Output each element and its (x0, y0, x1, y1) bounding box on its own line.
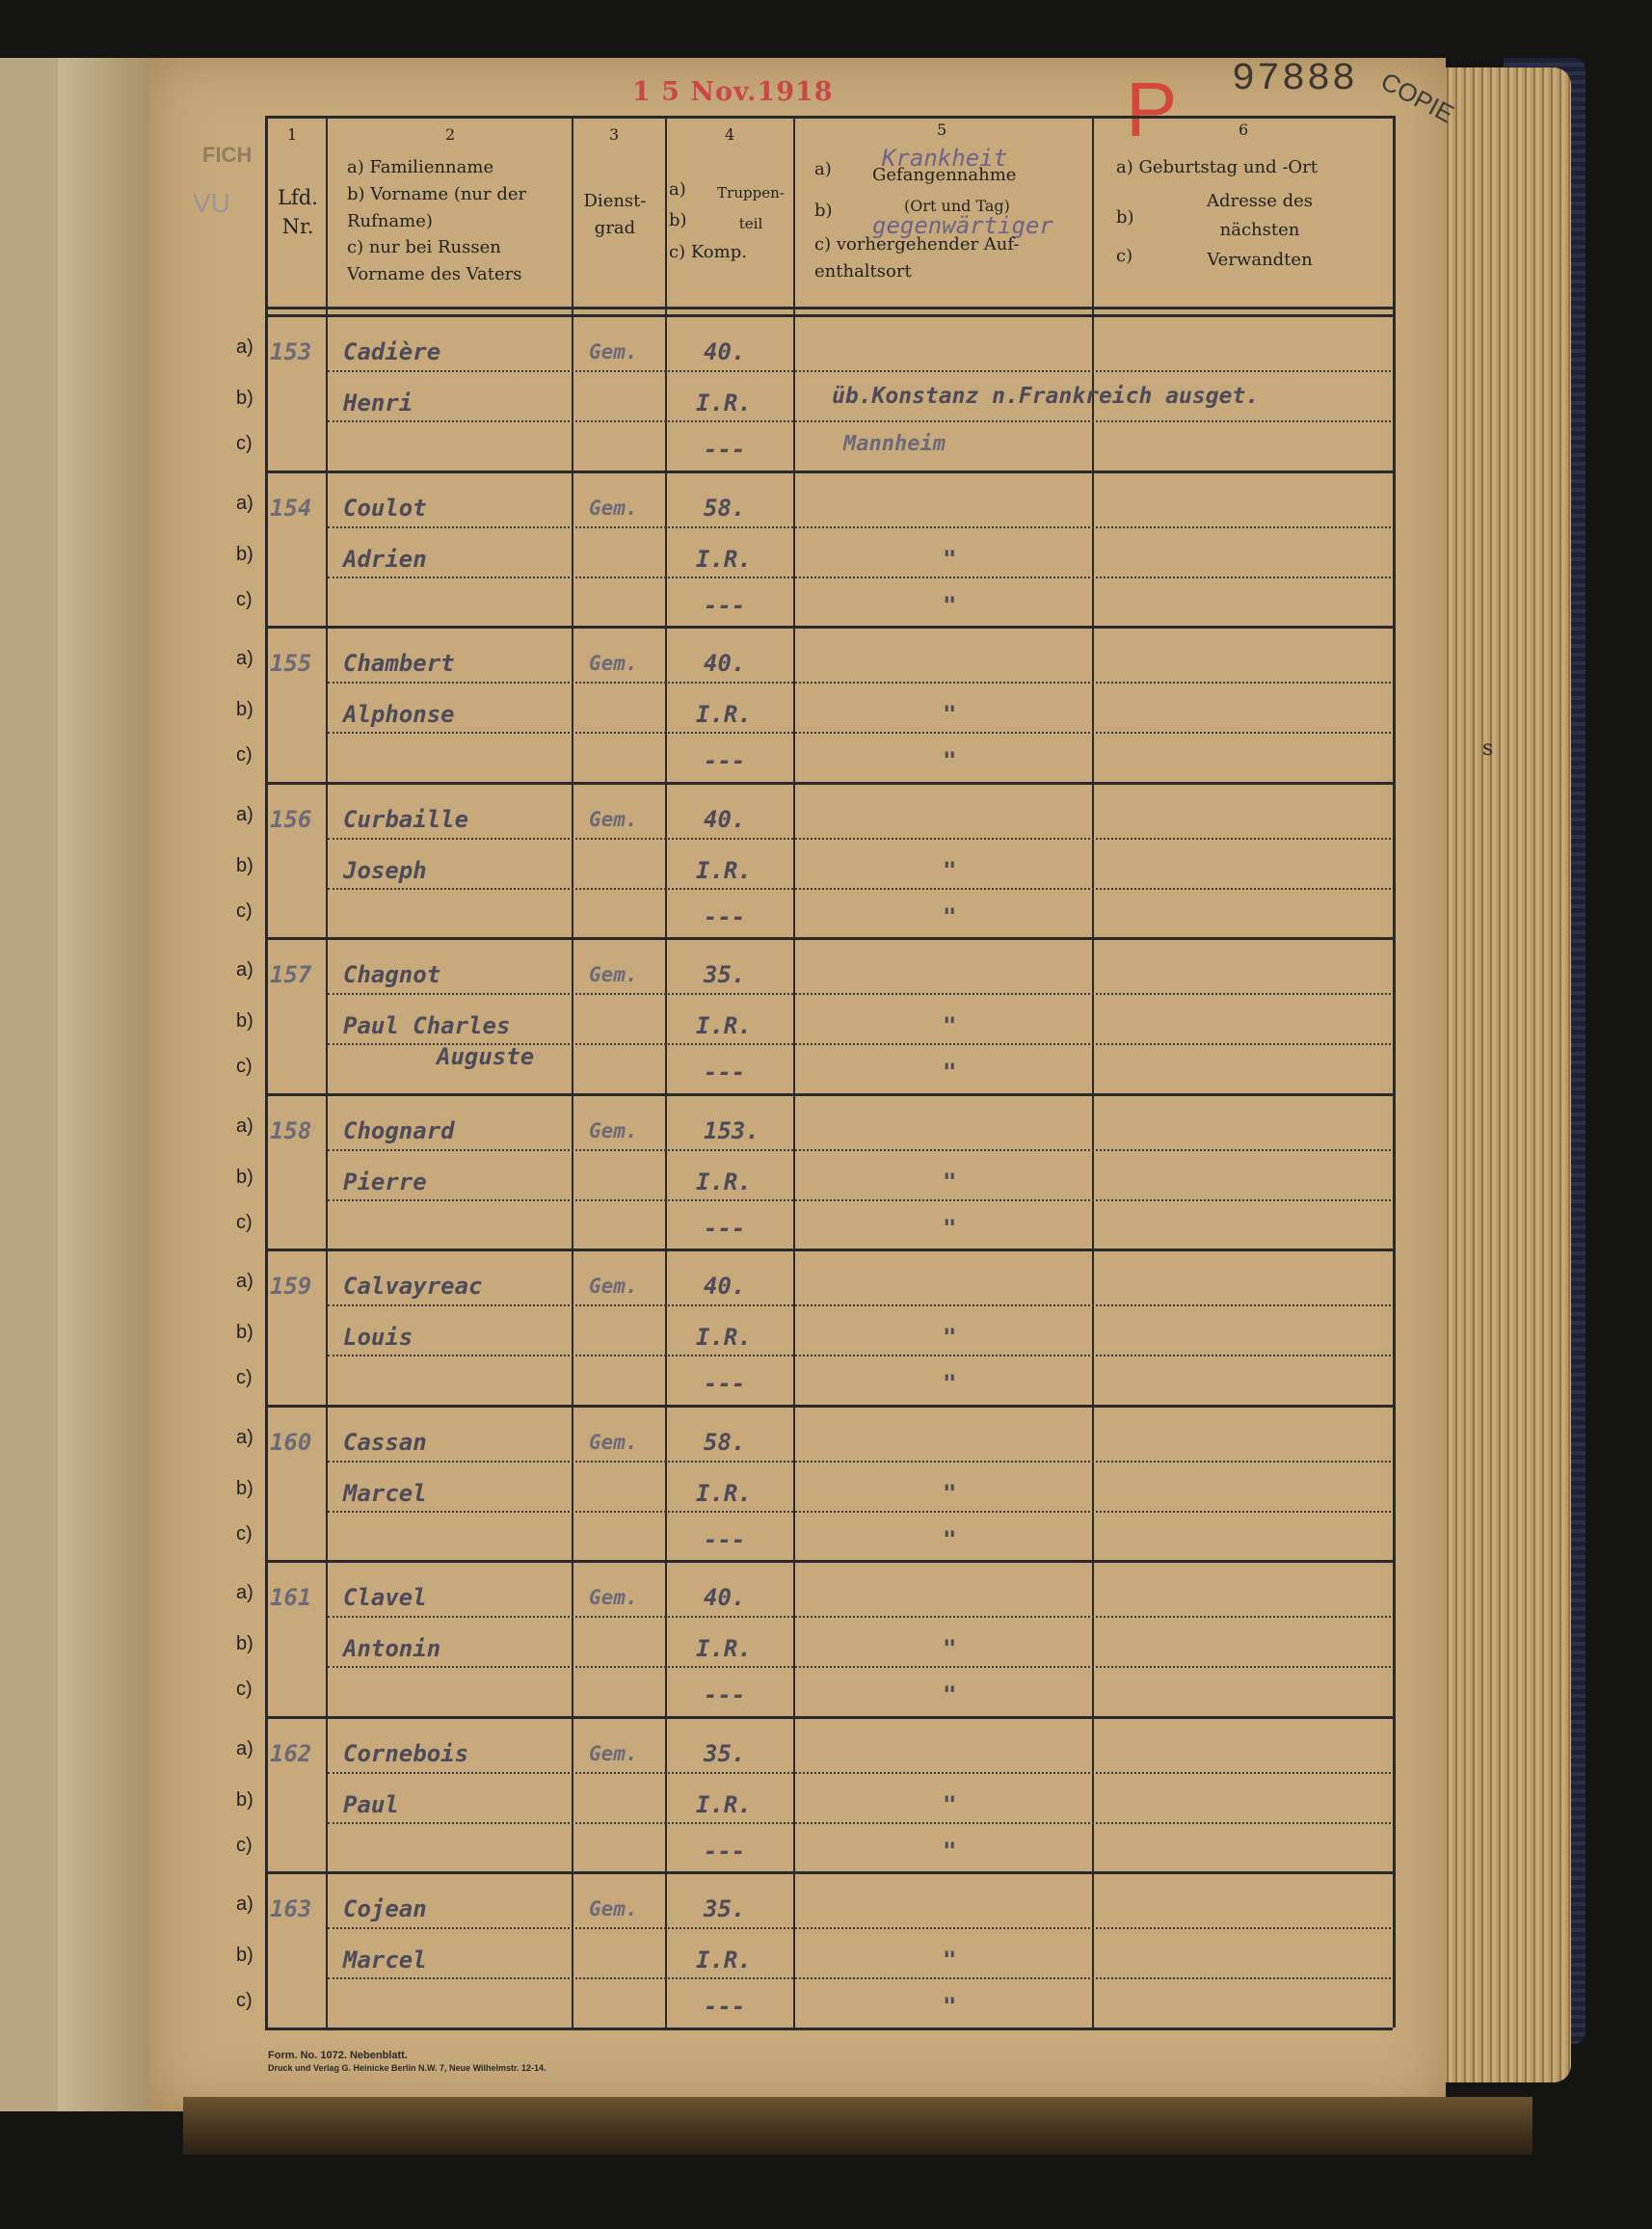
entry-separator (265, 1560, 1393, 1563)
surname: Chambert (343, 650, 455, 677)
subrow-line (328, 888, 1391, 890)
col5-header-c: c) vorhergehender Auf- enthaltsort (814, 234, 1020, 282)
unit-type: I.R. (696, 1168, 752, 1195)
col4-header-truppen: Truppen- teil (717, 184, 785, 232)
column-divider (326, 116, 328, 2028)
unit-type: I.R. (696, 856, 752, 884)
subrow-line (328, 420, 1391, 422)
unit-type: I.R. (696, 1479, 752, 1507)
col5-header-a: a) (814, 159, 832, 179)
firstname: Marcel (343, 1947, 427, 1974)
col6-header-c-text: Verwandten (1207, 250, 1313, 270)
col4-header-b: b) (669, 210, 687, 230)
subrow-line (328, 1149, 1391, 1151)
col5-ditto: " (943, 591, 957, 619)
row-label-a: a) (236, 1271, 253, 1292)
firstname: Paul (343, 1790, 399, 1818)
col5-handwritten-gegenwartiger: gegenwärtiger (872, 212, 1053, 239)
col5-ditto: " (943, 545, 957, 573)
row-label-c: c) (236, 1990, 253, 2011)
firstname: Louis (343, 1324, 413, 1351)
entry-number: 159 (270, 1273, 312, 1300)
col5-ditto: " (943, 1370, 957, 1397)
row-label-a: a) (236, 1582, 253, 1603)
row-label-a: a) (236, 959, 253, 980)
col2-header-c: c) nur bei Russen Vorname des Vaters (347, 237, 522, 284)
unit-type: I.R. (696, 1635, 752, 1662)
subrow-line (328, 1616, 1391, 1618)
col5-ditto: " (943, 1635, 957, 1662)
firstname: Paul Charles (343, 1012, 511, 1039)
column-divider (572, 116, 573, 2028)
col5-ditto: " (943, 1681, 957, 1708)
col6-header-b-text: Adresse des nächsten (1206, 191, 1314, 240)
subrow-line (328, 577, 1391, 578)
unit-regiment: 40. (704, 805, 746, 833)
unit-regiment: 35. (704, 1895, 746, 1922)
surname: Cojean (343, 1895, 427, 1922)
col5-ditto: " (943, 1479, 957, 1507)
company: --- (704, 902, 746, 930)
entry-number: 157 (270, 961, 312, 988)
company: --- (704, 1370, 746, 1397)
unit-regiment: 58. (704, 494, 746, 522)
col5-header-a-sub: (Ort und Tag) (904, 197, 1010, 215)
col6-number: 6 (1239, 121, 1249, 139)
row-label-b: b) (236, 1945, 253, 1966)
row-label-c: c) (236, 1367, 253, 1388)
unit-type: I.R. (696, 1790, 752, 1818)
col3-number: 3 (609, 125, 620, 144)
subrow-line (328, 682, 1391, 684)
entry-separator (265, 626, 1393, 629)
subrow-line (328, 1461, 1391, 1463)
unit-type: I.R. (696, 701, 752, 728)
rank: Gem. (589, 1430, 638, 1454)
row-label-c: c) (236, 588, 253, 610)
surname: Cornebois (343, 1739, 469, 1767)
company: --- (704, 1059, 746, 1086)
col5-ditto: " (943, 1214, 957, 1242)
col3-header: Dienst- grad (583, 191, 647, 238)
subrow-line (328, 526, 1391, 528)
company: --- (704, 1214, 746, 1242)
subrow-line (328, 838, 1391, 840)
unit-regiment: 35. (704, 961, 746, 988)
entry-separator (265, 1093, 1393, 1096)
page-stack-edge (1426, 67, 1571, 2082)
subrow-line (328, 370, 1391, 372)
body-top-border (265, 314, 1393, 317)
rank: Gem. (589, 807, 638, 831)
row-label-b: b) (236, 543, 253, 565)
table-bottom-border (265, 2028, 1393, 2030)
rank: Gem. (589, 1118, 638, 1142)
row-label-a: a) (236, 1114, 253, 1137)
firstname: Alphonse (343, 701, 455, 728)
col5-remark: üb.Konstanz n.Frankreich ausget. (832, 384, 1260, 409)
subrow-line (328, 1355, 1391, 1356)
col5-ditto: " (943, 1168, 957, 1195)
unit-regiment: 40. (704, 650, 746, 677)
company: --- (704, 1681, 746, 1708)
vu-stamp: VU (193, 188, 230, 218)
surname: Cassan (343, 1428, 427, 1456)
entry-number: 162 (270, 1739, 312, 1767)
col5-ditto: " (943, 701, 957, 728)
surname: Coulot (343, 494, 427, 522)
number-stamp: 97888 (1232, 58, 1358, 101)
row-label-b: b) (236, 1788, 253, 1811)
rank: Gem. (589, 496, 638, 520)
rank: Gem. (589, 1586, 638, 1609)
entry-separator (265, 1405, 1393, 1408)
firstname-continued: Auguste (437, 1043, 535, 1070)
company: --- (704, 1837, 746, 1865)
company: --- (704, 436, 746, 463)
firstname: Adrien (343, 545, 427, 573)
firstname: Antonin (343, 1635, 441, 1662)
row-label-b: b) (236, 854, 253, 876)
row-label-b: b) (236, 1010, 253, 1032)
printer-imprint: Druck und Verlag G. Heinicke Berlin N.W. 7, Neue Wilhelmstr. 12-14. (268, 2063, 546, 2073)
row-label-a: a) (236, 1893, 253, 1915)
row-label-a: a) (236, 492, 253, 514)
row-label-b: b) (236, 388, 253, 409)
entry-number: 158 (270, 1116, 312, 1144)
col4-header-a: a) (669, 179, 686, 200)
firstname: Henri (343, 389, 413, 416)
row-label-c: c) (236, 1834, 253, 1856)
entry-separator (265, 1871, 1393, 1874)
form-number: Form. No. 1072. Nebenblatt. (268, 2050, 408, 2061)
unit-regiment: 35. (704, 1739, 746, 1767)
row-label-c: c) (236, 900, 253, 922)
row-label-a: a) (236, 1426, 253, 1448)
entry-number: 154 (270, 494, 312, 522)
unit-regiment: 40. (704, 1584, 746, 1611)
unit-regiment: 58. (704, 1428, 746, 1456)
col5-place: Mannheim (843, 432, 946, 456)
entry-number: 160 (270, 1428, 312, 1456)
table-top-border (265, 116, 1393, 119)
row-label-a: a) (236, 336, 253, 358)
page-bottom-shadow (183, 2097, 1532, 2155)
subrow-line (328, 1666, 1391, 1668)
col6-header-c: c) (1116, 246, 1133, 266)
subrow-line (328, 1927, 1391, 1929)
entry-separator (265, 937, 1393, 940)
entry-number: 155 (270, 650, 312, 677)
col5-ditto: " (943, 1947, 957, 1974)
row-label-c: c) (236, 1211, 253, 1233)
col5-ditto: " (943, 1012, 957, 1039)
surname: Chognard (343, 1116, 455, 1144)
subrow-line (328, 1511, 1391, 1513)
row-label-b: b) (236, 1633, 253, 1654)
col2-header-b: b) Vorname (nur der Rufname) (347, 184, 527, 231)
column-divider (265, 116, 268, 2028)
rank: Gem. (589, 652, 638, 675)
col5-ditto: " (943, 1790, 957, 1818)
column-divider (665, 116, 667, 2028)
entry-separator (265, 1716, 1393, 1719)
col5-ditto: " (943, 1324, 957, 1351)
col5-ditto: " (943, 1993, 957, 2020)
p-stamp: P (1126, 67, 1178, 152)
surname: Calvayreac (343, 1273, 483, 1300)
col2-header-a: a) Familienname (347, 157, 494, 177)
subrow-line (328, 1199, 1391, 1201)
row-label-b: b) (236, 1166, 253, 1188)
surname: Curbaille (343, 805, 469, 833)
col5-ditto: " (943, 1837, 957, 1865)
unit-type: I.R. (696, 1012, 752, 1039)
col5-ditto: " (943, 856, 957, 884)
row-label-a: a) (236, 803, 253, 825)
entry-number: 153 (270, 338, 312, 365)
col5-ditto: " (943, 902, 957, 930)
copie-stamp: COPIE (1375, 66, 1459, 129)
firstname: Joseph (343, 856, 427, 884)
firstname: Marcel (343, 1479, 427, 1507)
col2-number: 2 (445, 125, 456, 144)
rank: Gem. (589, 1275, 638, 1298)
fiche-stamp: FICH (202, 143, 253, 167)
row-label-c: c) (236, 1678, 253, 1700)
row-label-c: c) (236, 1056, 253, 1077)
surname: Chagnot (343, 961, 441, 988)
row-label-b: b) (236, 699, 253, 720)
subrow-line (328, 1304, 1391, 1306)
rank: Gem. (589, 963, 638, 986)
subrow-line (328, 1772, 1391, 1774)
col5-handwritten-krankheit: Krankheit (882, 145, 1008, 172)
row-label-b: b) (236, 1322, 253, 1343)
col6-header-b: b) (1116, 207, 1134, 228)
company: --- (704, 747, 746, 774)
entry-number: 156 (270, 805, 312, 833)
surname: Cadière (343, 338, 441, 365)
rank: Gem. (589, 340, 638, 363)
subrow-line (328, 1977, 1391, 1979)
col5-header-b: b) (814, 201, 833, 221)
surname: Clavel (343, 1584, 427, 1611)
col1-header: Lfd. Nr. (278, 186, 318, 238)
book-gutter (58, 58, 154, 2111)
col5-ditto: " (943, 1059, 957, 1086)
row-label-c: c) (236, 744, 253, 765)
date-stamp: 1 5 Nov.1918 (632, 77, 834, 107)
col4-number: 4 (725, 125, 735, 144)
entry-number: 163 (270, 1895, 312, 1922)
row-label-c: c) (236, 1522, 253, 1544)
company: --- (704, 591, 746, 619)
rank: Gem. (589, 1741, 638, 1765)
col6-header-a: a) Geburtstag und -Ort (1116, 157, 1319, 177)
entry-separator (265, 782, 1393, 785)
unit-type: I.R. (696, 545, 752, 573)
unit-regiment: 40. (704, 338, 746, 365)
col1-number: 1 (287, 125, 298, 144)
row-label-a: a) (236, 648, 253, 669)
firstname: Pierre (343, 1168, 427, 1195)
company: --- (704, 1525, 746, 1553)
subrow-line (328, 1822, 1391, 1824)
unit-regiment: 153. (704, 1116, 759, 1144)
column-divider (793, 116, 795, 2028)
row-label-b: b) (236, 1477, 253, 1499)
unit-regiment: 40. (704, 1273, 746, 1300)
subrow-line (328, 993, 1391, 995)
column-divider (1393, 116, 1396, 2028)
header-bottom-border (265, 307, 1393, 309)
col5-number: 5 (937, 121, 947, 139)
col4-header-c: c) Komp. (669, 242, 747, 262)
company: --- (704, 1993, 746, 2020)
col5-header-a-print: Gefangennahme (872, 165, 1017, 185)
col5-ditto: " (943, 1525, 957, 1553)
row-label-a: a) (236, 1737, 253, 1759)
unit-type: I.R. (696, 1324, 752, 1351)
entry-separator (265, 1249, 1393, 1251)
subrow-line (328, 732, 1391, 734)
entry-separator (265, 470, 1393, 473)
unit-type: I.R. (696, 389, 752, 416)
unit-type: I.R. (696, 1947, 752, 1974)
entry-number: 161 (270, 1584, 312, 1611)
edge-mark: s (1482, 737, 1494, 761)
rank: Gem. (589, 1897, 638, 1920)
row-label-c: c) (236, 433, 253, 454)
col5-ditto: " (943, 747, 957, 774)
